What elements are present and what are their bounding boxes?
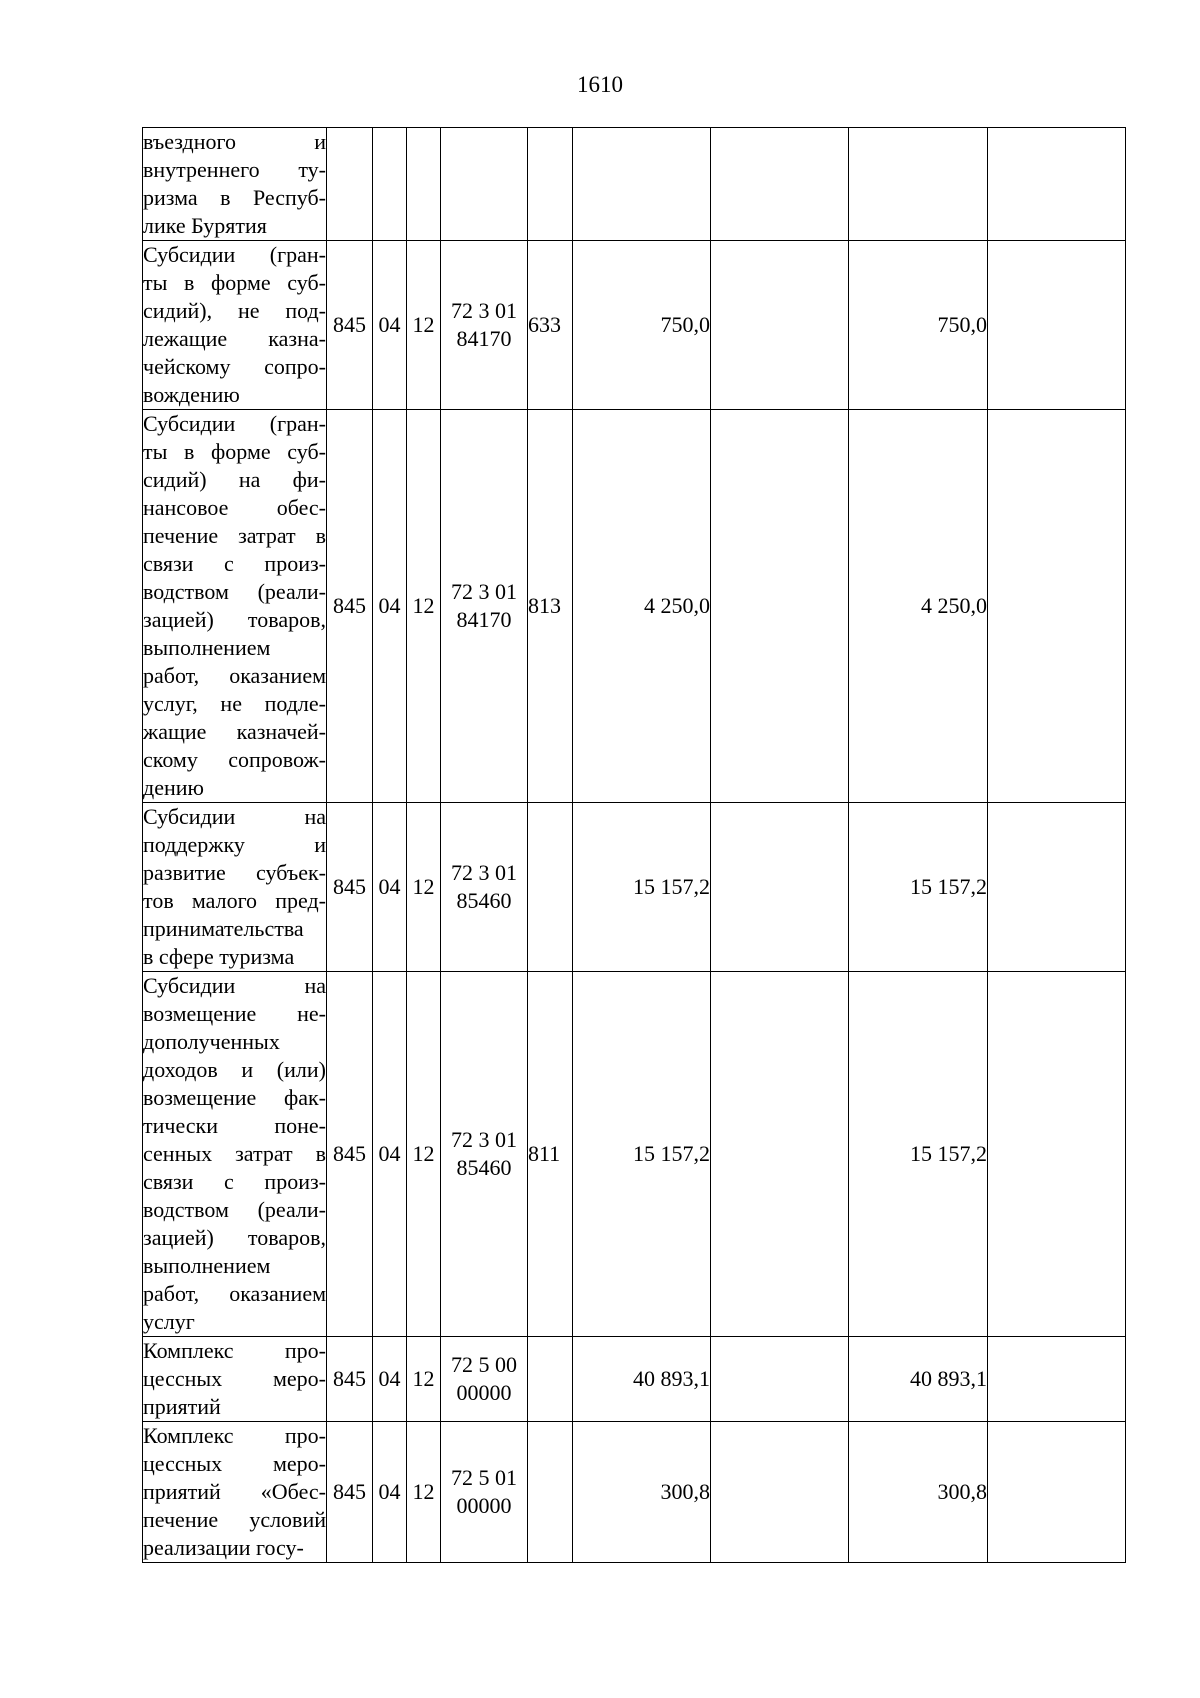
name-line: реализации госу-: [143, 1535, 304, 1560]
name-line: выполнением: [143, 635, 271, 660]
cell-empty: [711, 803, 849, 972]
cell-pr: 12: [407, 803, 441, 972]
table-row: [143, 128, 1126, 241]
cell-pr: 12: [407, 972, 441, 1337]
cell-rz: 04: [373, 972, 407, 1337]
page-number: 1610: [577, 72, 623, 97]
table-row: [143, 1337, 1126, 1422]
cell-sum-2: 300,8: [849, 1422, 988, 1563]
cell-gr: 845: [327, 410, 373, 803]
cell-sum: [573, 128, 711, 241]
name-line: ты в форме суб-: [143, 270, 326, 295]
cell-rz: 04: [373, 1422, 407, 1563]
name-line: лике Бурятия: [143, 213, 267, 238]
csr-line: 72 3 01: [451, 860, 517, 885]
name-line: сидий), не под-: [143, 298, 326, 323]
cell-empty: [711, 1337, 849, 1422]
name-line: зацией) товаров,: [143, 607, 326, 632]
name-line: дополученных: [143, 1029, 280, 1054]
cell-vr: [528, 1337, 573, 1422]
cell-pr: 12: [407, 410, 441, 803]
cell-csr: [441, 128, 528, 241]
name-line: дению: [143, 775, 204, 800]
cell-sum: 15 157,2: [573, 803, 711, 972]
name-line: печение затрат в: [143, 523, 326, 548]
name-line: Субсидии (гран-: [143, 242, 326, 267]
cell-rz: 04: [373, 1337, 407, 1422]
name-line: тов малого пред-: [143, 888, 326, 913]
table-row: [143, 803, 1126, 972]
cell-gr: 845: [327, 803, 373, 972]
cell-rz: 04: [373, 803, 407, 972]
cell-vr: 633: [528, 241, 573, 410]
csr-line: 72 5 01: [451, 1465, 517, 1490]
csr-line: 84170: [456, 607, 512, 632]
name-line: приятий: [143, 1394, 221, 1419]
table-row: [143, 410, 1126, 803]
cell-vr: [528, 803, 573, 972]
name-line: приятий «Обес-: [143, 1479, 326, 1504]
name-line: доходов и (или): [143, 1057, 326, 1082]
cell-csr: [441, 410, 528, 803]
cell-rz: 04: [373, 410, 407, 803]
name-line: зацией) товаров,: [143, 1225, 326, 1250]
cell-vr: 811: [528, 972, 573, 1337]
name-line: возмещение не-: [143, 1001, 326, 1026]
csr-line: 00000: [456, 1380, 512, 1405]
cell-empty: [988, 128, 1126, 241]
cell-empty: [711, 410, 849, 803]
name-line: скому сопровож-: [143, 747, 326, 772]
name-line: сенных затрат в: [143, 1141, 326, 1166]
name-line: нансовое обес-: [143, 495, 326, 520]
cell-name: [143, 128, 327, 241]
cell-gr: 845: [327, 972, 373, 1337]
cell-empty: [711, 972, 849, 1337]
cell-sum-2: [849, 128, 988, 241]
name-line: ты в форме суб-: [143, 439, 326, 464]
cell-vr: [528, 128, 573, 241]
cell-csr: [441, 241, 528, 410]
cell-empty: [711, 1422, 849, 1563]
name-line: цессных меро-: [143, 1451, 326, 1476]
name-line: Комплекс про-: [143, 1423, 326, 1448]
cell-name: [143, 1422, 327, 1563]
cell-csr: [441, 972, 528, 1337]
cell-name: [143, 241, 327, 410]
cell-rz: [373, 128, 407, 241]
name-line: водством (реали-: [143, 1197, 326, 1222]
name-line: работ, оказанием: [143, 663, 326, 688]
name-line: жащие казначей-: [143, 719, 326, 744]
cell-rz: 04: [373, 241, 407, 410]
name-line: в сфере туризма: [143, 944, 295, 969]
csr-line: 85460: [456, 888, 512, 913]
name-line: Субсидии на: [143, 973, 326, 998]
cell-gr: 845: [327, 241, 373, 410]
csr-line: 00000: [456, 1493, 512, 1518]
name-line: Субсидии (гран-: [143, 411, 326, 436]
csr-line: 72 3 01: [451, 298, 517, 323]
cell-empty: [711, 128, 849, 241]
name-line: поддержку и: [143, 832, 326, 857]
table-row: [143, 241, 1126, 410]
name-line: услуг, не подле-: [143, 691, 326, 716]
name-line: возмещение фак-: [143, 1085, 326, 1110]
name-line: лежащие казна-: [143, 326, 326, 351]
cell-empty: [711, 241, 849, 410]
cell-gr: 845: [327, 1422, 373, 1563]
name-line: ризма в Респуб-: [143, 185, 326, 210]
cell-vr: [528, 1422, 573, 1563]
csr-line: 72 3 01: [451, 579, 517, 604]
cell-gr: [327, 128, 373, 241]
cell-empty: [988, 1337, 1126, 1422]
cell-pr: 12: [407, 241, 441, 410]
cell-sum: 15 157,2: [573, 972, 711, 1337]
name-line: выполнением: [143, 1253, 271, 1278]
cell-sum-2: 4 250,0: [849, 410, 988, 803]
table-row: [143, 972, 1126, 1337]
name-line: связи с произ-: [143, 1169, 326, 1194]
name-line: развитие субъек-: [143, 860, 326, 885]
name-line: въездного и: [143, 129, 326, 154]
cell-gr: 845: [327, 1337, 373, 1422]
csr-line: 85460: [456, 1155, 512, 1180]
name-line: принимательства: [143, 916, 304, 941]
cell-pr: 12: [407, 1422, 441, 1563]
name-line: связи с произ-: [143, 551, 326, 576]
cell-sum: 300,8: [573, 1422, 711, 1563]
cell-empty: [988, 241, 1126, 410]
name-line: чейскому сопро-: [143, 354, 326, 379]
csr-line: 72 5 00: [451, 1352, 517, 1377]
cell-csr: [441, 1422, 528, 1563]
name-line: вождению: [143, 382, 240, 407]
cell-empty: [988, 1422, 1126, 1563]
csr-line: 84170: [456, 326, 512, 351]
name-line: Субсидии на: [143, 804, 326, 829]
name-line: Комплекс про-: [143, 1338, 326, 1363]
cell-csr: [441, 1337, 528, 1422]
cell-empty: [988, 410, 1126, 803]
name-line: печение условий: [143, 1507, 326, 1532]
cell-pr: [407, 128, 441, 241]
cell-sum-2: 40 893,1: [849, 1337, 988, 1422]
name-line: цессных меро-: [143, 1366, 326, 1391]
cell-name: [143, 1337, 327, 1422]
table-row: [143, 1422, 1126, 1563]
cell-empty: [988, 972, 1126, 1337]
cell-name: [143, 803, 327, 972]
cell-csr: [441, 803, 528, 972]
budget-table: [142, 127, 1126, 1563]
cell-sum: 40 893,1: [573, 1337, 711, 1422]
cell-sum-2: 15 157,2: [849, 803, 988, 972]
name-line: тически поне-: [143, 1113, 326, 1138]
name-line: работ, оказанием: [143, 1281, 326, 1306]
name-line: сидий) на фи-: [143, 467, 326, 492]
cell-sum-2: 750,0: [849, 241, 988, 410]
cell-pr: 12: [407, 1337, 441, 1422]
cell-vr: 813: [528, 410, 573, 803]
cell-sum-2: 15 157,2: [849, 972, 988, 1337]
name-line: водством (реали-: [143, 579, 326, 604]
cell-name: [143, 972, 327, 1337]
name-line: внутреннего ту-: [143, 157, 326, 182]
cell-empty: [988, 803, 1126, 972]
name-line: услуг: [143, 1309, 195, 1334]
cell-sum: 4 250,0: [573, 410, 711, 803]
cell-sum: 750,0: [573, 241, 711, 410]
csr-line: 72 3 01: [451, 1127, 517, 1152]
cell-name: [143, 410, 327, 803]
